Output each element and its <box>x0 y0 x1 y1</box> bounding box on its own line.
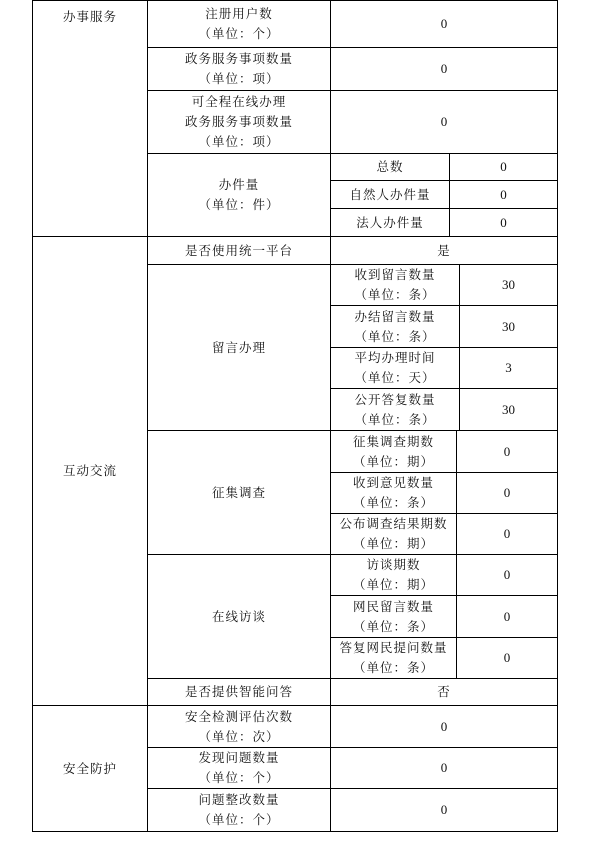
messages-label <box>147 264 331 431</box>
interview-answers-value <box>456 637 558 679</box>
cell-text: （单位：期） <box>352 577 434 592</box>
cell-text: 可全程在线办理 <box>191 94 287 109</box>
section-interaction-title <box>32 236 148 706</box>
cell-text: 办件量 <box>218 177 260 192</box>
cell-text: 平均办理时间 <box>354 350 436 365</box>
cell-text: 问题整改数量 <box>198 792 280 807</box>
survey-periods-value <box>456 430 558 473</box>
handled-legal-label <box>330 208 450 237</box>
smart-qa-value <box>330 678 558 706</box>
cell-text: （单位：天） <box>354 370 436 385</box>
cell-text: （单位：项） <box>198 71 280 86</box>
cell-text: 办结留言数量 <box>354 308 436 324</box>
cell-text: 30 <box>502 318 515 334</box>
unified-platform-label <box>147 236 331 265</box>
survey-results-label <box>330 513 457 555</box>
handled-legal-value <box>449 208 558 237</box>
cell-text: 安全防护 <box>62 760 117 776</box>
cell-text: 公布调查结果期数 <box>339 516 448 531</box>
cell-text: （单位：期） <box>352 536 434 551</box>
cell-text: 0 <box>500 214 507 230</box>
cell-text: （单位：期） <box>352 453 434 469</box>
service-items-label <box>147 47 331 91</box>
handled-total-value <box>449 153 558 181</box>
online-items-value <box>330 90 558 154</box>
cell-text: （单位：条） <box>354 287 436 302</box>
interview-periods-value <box>456 554 558 596</box>
security-checks-value <box>330 705 558 748</box>
online-items-label <box>147 90 331 154</box>
cell-text: （单位：项） <box>198 134 280 149</box>
cell-text: （单位：个） <box>198 812 280 827</box>
survey-periods-label <box>330 430 457 473</box>
interview-messages-value <box>456 595 558 638</box>
handled-natural-label <box>330 180 450 209</box>
unified-platform-value <box>330 236 558 265</box>
cell-text: 是否提供智能问答 <box>184 684 293 699</box>
survey-opinions-label <box>330 472 457 514</box>
messages-public-replies-value <box>459 388 558 431</box>
cell-text: 网民留言数量 <box>352 598 434 614</box>
service-items-value <box>330 47 558 91</box>
handled-total-label <box>330 153 450 181</box>
security-fixed-label <box>147 788 331 832</box>
interview-messages-label <box>330 595 457 638</box>
cell-text: 发现问题数量 <box>198 750 280 765</box>
handled-label <box>147 153 331 237</box>
cell-text: 互动交流 <box>62 463 117 478</box>
cell-text: 0 <box>503 567 511 582</box>
messages-avg-time-value <box>459 347 558 389</box>
cell-text: 征集调查期数 <box>352 433 434 449</box>
cell-text: 在线访谈 <box>211 608 266 624</box>
section-office-title <box>32 0 148 237</box>
cell-text: 30 <box>502 277 515 292</box>
cell-text: （单位：条） <box>354 328 436 344</box>
cell-text: 0 <box>440 802 448 817</box>
cell-text: 0 <box>500 159 507 174</box>
messages-public-replies-label <box>330 388 460 431</box>
registered-users-value <box>330 0 558 48</box>
cell-text: 0 <box>440 114 448 129</box>
cell-text: 3 <box>505 360 512 375</box>
cell-text: （单位：个） <box>198 26 280 41</box>
cell-text: 征集调查 <box>211 484 266 500</box>
cell-text: 0 <box>503 485 511 500</box>
cell-text: （单位：次） <box>198 728 280 744</box>
cell-text: （单位：个） <box>198 770 280 785</box>
cell-text: 公开答复数量 <box>354 391 436 407</box>
messages-completed-value <box>459 305 558 348</box>
cell-text: 政务服务事项数量 <box>184 114 293 129</box>
section-security-title <box>32 705 148 832</box>
smart-qa-label <box>147 678 331 706</box>
cell-text: 法人办件量 <box>356 214 424 230</box>
survey-label <box>147 430 331 555</box>
security-found-label <box>147 747 331 789</box>
messages-completed-label <box>330 305 460 348</box>
interview-periods-label <box>330 554 457 596</box>
interview-answers-label <box>330 637 457 679</box>
cell-text: 0 <box>500 186 507 202</box>
cell-text: 是否使用统一平台 <box>184 242 293 258</box>
cell-text: 访谈期数 <box>366 557 421 572</box>
cell-text: 安全检测评估次数 <box>184 708 293 724</box>
cell-text: 否 <box>437 684 451 699</box>
cell-text: 0 <box>440 16 448 31</box>
cell-text: 自然人办件量 <box>349 186 431 202</box>
messages-received-label <box>330 264 460 306</box>
cell-text: 政务服务事项数量 <box>184 51 293 66</box>
cell-text: 留言办理 <box>211 339 266 355</box>
cell-text: 0 <box>503 443 511 459</box>
cell-text: （单位：条） <box>352 495 434 510</box>
survey-opinions-value <box>456 472 558 514</box>
cell-text: 注册用户数 <box>205 6 273 21</box>
messages-received-value <box>459 264 558 306</box>
cell-text: 总数 <box>376 159 404 174</box>
cell-text: 收到留言数量 <box>354 267 436 282</box>
cell-text: （单位：条） <box>352 660 434 675</box>
registered-users-label <box>147 0 331 48</box>
cell-text: 0 <box>440 61 448 76</box>
cell-text: 是 <box>437 242 451 258</box>
survey-results-value <box>456 513 558 555</box>
interview-label <box>147 554 331 679</box>
cell-text: （单位：条） <box>354 411 436 427</box>
handled-natural-value <box>449 180 558 209</box>
cell-text: 0 <box>440 718 448 734</box>
security-fixed-value <box>330 788 558 832</box>
security-checks-label <box>147 705 331 748</box>
cell-text: 收到意见数量 <box>352 475 434 490</box>
cell-text: （单位：件） <box>198 197 280 212</box>
messages-avg-time-label <box>330 347 460 389</box>
cell-text: 0 <box>503 608 511 624</box>
security-found-value <box>330 747 558 789</box>
cell-text: （单位：条） <box>352 618 434 634</box>
cell-text: 答复网民提问数量 <box>339 640 448 655</box>
cell-text: 0 <box>503 650 511 665</box>
cell-text: 0 <box>440 760 448 775</box>
cell-text: 30 <box>502 401 515 417</box>
cell-text: 0 <box>503 526 511 541</box>
cell-text: 办事服务 <box>62 9 117 24</box>
